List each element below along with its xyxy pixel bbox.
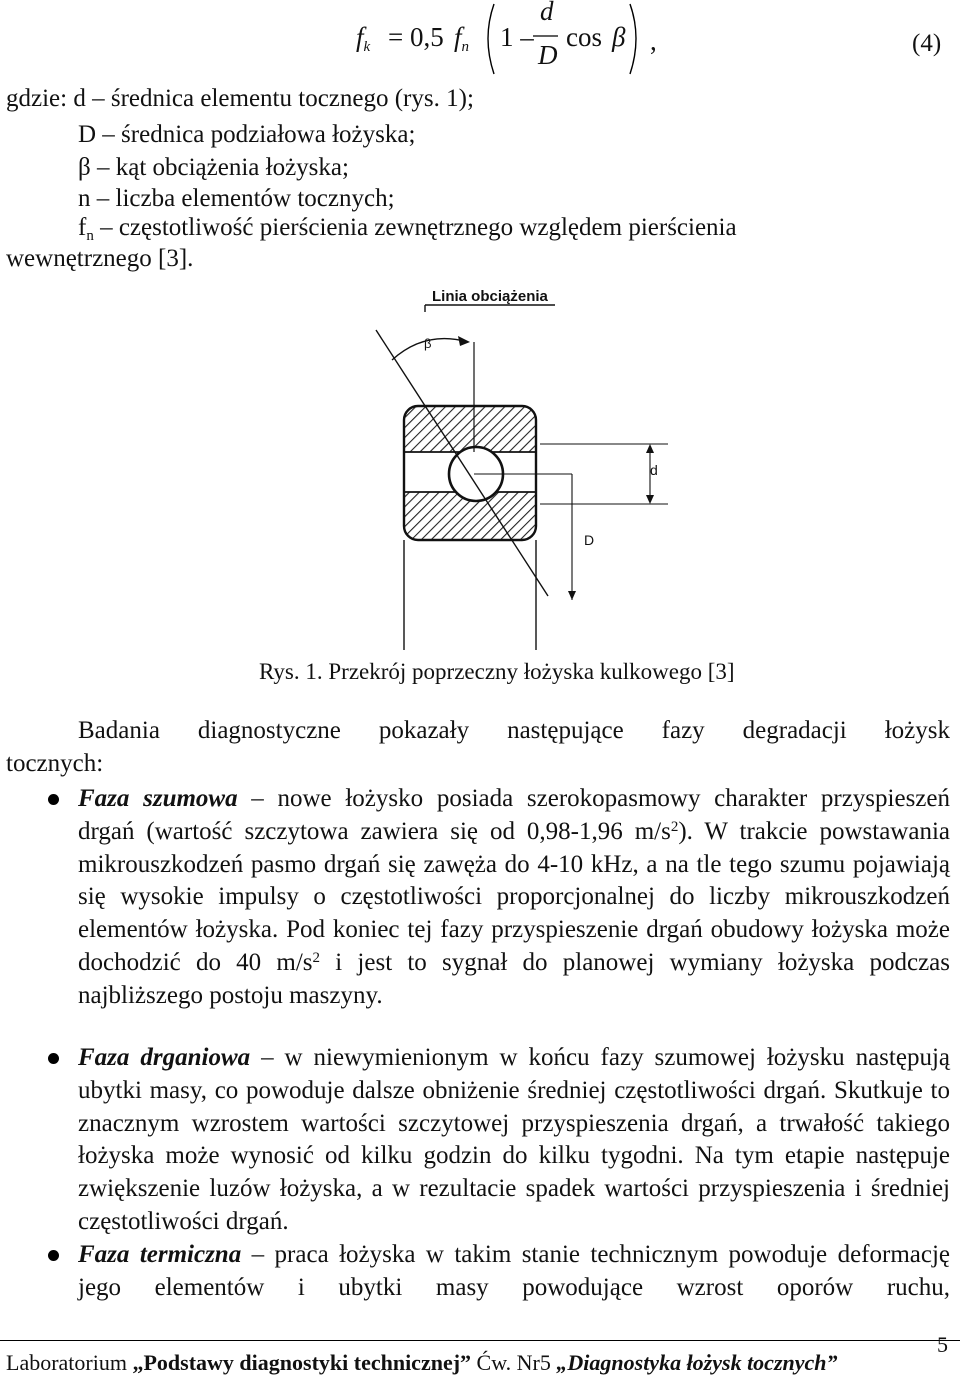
formula-sub-k: k — [363, 39, 371, 55]
bullet-marker — [48, 1053, 59, 1064]
bullet-1-sup-b: 2 — [312, 949, 321, 966]
formula — [0, 0, 960, 80]
formula-cos: cos — [566, 22, 602, 52]
formula-beta: β — [612, 22, 626, 52]
definition-line-5 — [78, 213, 737, 243]
formula-denominator: D — [538, 40, 558, 70]
d-label: d — [650, 462, 658, 478]
bullet-2-text: – w niewymienionym w końcu fazy szumowej łożysku następują ubytki masy, co powoduje dalsze obniżenie średniej częstotliwości drgań. Skutkuje to znacznym wzrostem wartości szczytowej przyspieszenia drgań, a trwałość takiego łożyska może wynosić od kilku godzin do kilku tygodni. Na tym etapie następuje zwiększenie luzów łożyska, a w rezultacie spadek wartości przyspieszenia i średniej częstotliwości drgań. — [78, 1044, 950, 1235]
footer-exercise: Ćw. Nr5 — [471, 1350, 557, 1375]
term-faza-szumowa: Faza szumowa — [78, 785, 238, 812]
footer-lab: Laboratorium — [6, 1350, 133, 1375]
footer-topic: „Diagnostyka łożysk tocznych” — [556, 1350, 838, 1375]
D-label: D — [584, 532, 595, 548]
footer-text — [6, 1350, 838, 1376]
formula-sub-n: n — [461, 39, 470, 55]
definition-f: f — [78, 214, 87, 241]
formula-numerator: d — [540, 0, 554, 26]
beta-label: β — [424, 336, 432, 351]
bearing-cross-section-drawing — [360, 280, 680, 660]
bullet-faza-termiczna — [78, 1239, 950, 1305]
definition-line-4: n – liczba elementów tocznych; — [78, 185, 395, 212]
formula-one-minus: 1 – — [500, 22, 534, 52]
bullet-marker — [48, 1250, 59, 1261]
footer-course: „Podstawy diagnostyki technicznej” — [132, 1350, 472, 1375]
definition-line-3: β – kąt obciążenia łożyska; — [78, 154, 349, 181]
definition-f-sub: n — [86, 228, 94, 244]
bullet-faza-szumowa — [78, 783, 950, 1013]
bullet-1-text-b: ). W trakcie powstawania mikrouszkodzeń pasmo drgań się zawęża do 4-10 kHz, a na tle tego szumu pojawiają się wysokie impulsy o częstotliwości proporcjonalnej do liczby mikrouszkodzeń elementów łożyska. Pod koniec tej fazy przyspieszenie drgań obudowy łożyska może dochodzić do 40 m/s — [78, 817, 950, 976]
formula-number: (4) — [912, 30, 942, 57]
bullet-faza-drganiowa — [78, 1042, 950, 1239]
bullet-1-sup-a: 2 — [670, 818, 679, 835]
bullet-1-text-c: i jest to sygnał do planowej wymiany łożyska podczas najbliższego postoju maszyny. — [78, 948, 950, 1009]
formula-comma: , — [650, 26, 657, 56]
intro-line-2: tocznych: — [6, 750, 104, 777]
bullet-marker — [48, 794, 59, 805]
definition-line-6: wewnętrznego [3]. — [6, 245, 194, 272]
bearing-figure — [360, 280, 680, 660]
footer-divider — [0, 1340, 960, 1341]
bullet-1-text-a: – nowe łożysko posiada szerokopasmowy charakter przyspieszeń drgań (wartość szczytowa zawiera się od 0,98-1,96 m/s — [78, 785, 950, 845]
definition-line-1: gdzie: d – średnica elementu tocznego (rys. 1); — [6, 85, 474, 112]
term-faza-termiczna: Faza termiczna — [78, 1241, 242, 1268]
definition-line-5-text: – częstotliwość pierścienia zewnętrznego względem pierścienia — [93, 214, 737, 241]
formula-f: f — [356, 22, 364, 52]
figure-caption: Rys. 1. Przekrój poprzeczny łożyska kulkowego [3] — [259, 659, 735, 684]
formula-coef: = 0,5 — [388, 22, 444, 52]
load-line-label: Linia obciążenia — [432, 288, 548, 305]
intro-line-1: Badania diagnostyczne pokazały następujące fazy degradacji łożysk — [78, 717, 950, 744]
page-footer — [0, 1332, 960, 1377]
formula-fn: f — [454, 22, 462, 52]
page-number: 5 — [937, 1332, 948, 1357]
bullet-3-text: – praca łożyska w takim stanie technicznym powoduje deformację jego elementów i ubytki masy powodujące wzrost oporów ruchu, — [78, 1241, 951, 1301]
definition-line-2: D – średnica podziałowa łożyska; — [78, 121, 416, 148]
term-faza-drganiowa: Faza drganiowa — [78, 1044, 251, 1071]
